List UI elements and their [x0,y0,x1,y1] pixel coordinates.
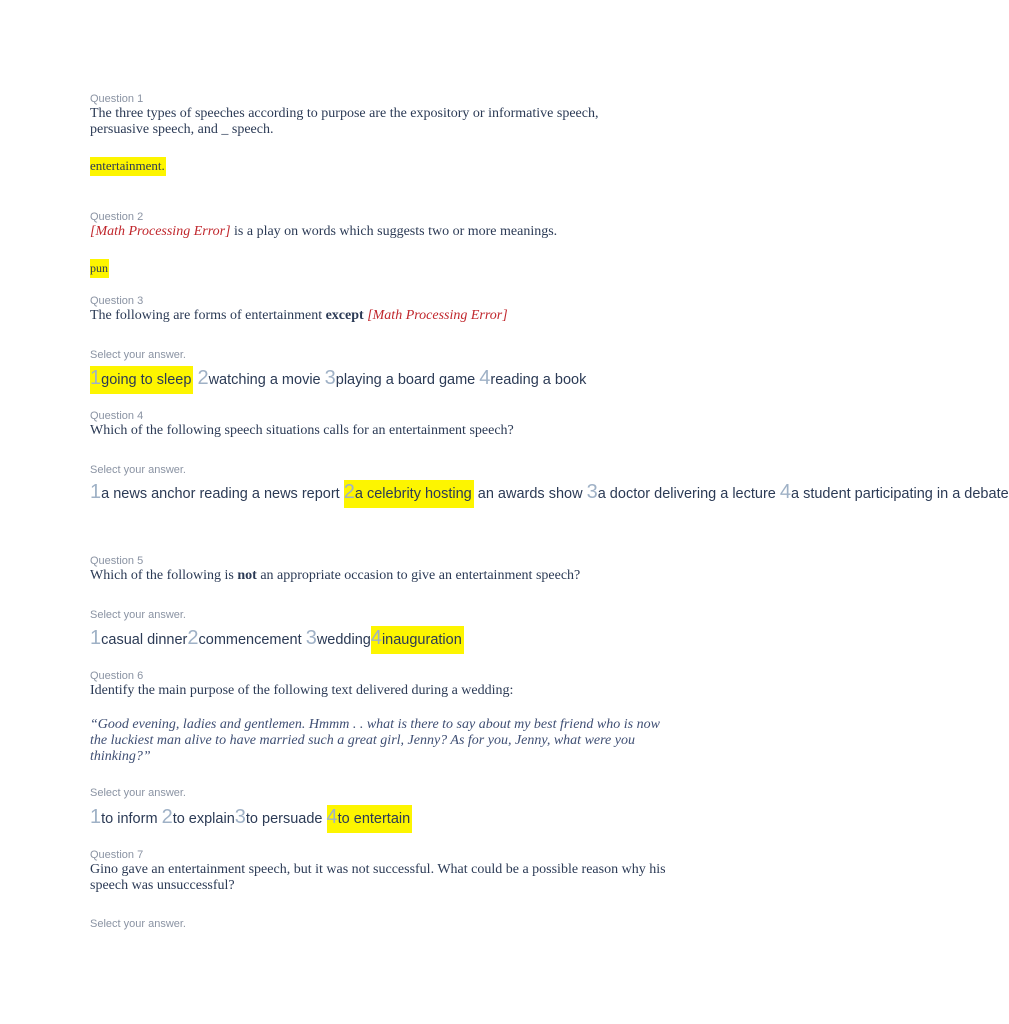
select-answer-label [90,605,690,623]
answer-option-4[interactable] [779,481,1009,503]
question-text: Which of the following speech situations calls for an entertainment speech? [90,423,514,438]
question-label: Question 3 [90,295,144,307]
select-answer-label [90,783,690,801]
option-text: watching a movie [208,372,325,388]
answer-options [90,363,690,395]
option-number: 4 [326,806,338,828]
option-text: to entertain [337,811,411,827]
option-text: reading a book [490,372,587,388]
quote-text: “Good evening, ladies and gentlemen. Hmmm . . what is there to say about my best friend who is now the luckiest man alive to have married such a great girl, Jenny? As for you, Jenny, what were you thinking?” [90,717,660,764]
question-text-start: The following are forms of entertainment [90,308,326,323]
select-label-text: Select your answer. [90,918,186,930]
option-number: 2 [343,481,355,503]
answer-block [90,259,690,278]
question-text [90,224,690,240]
question-text-start: Which of the following is [90,568,238,583]
option-number: 2 [161,806,173,828]
option-number: 4 [479,367,491,389]
option-number: 4 [370,627,382,649]
option-number: 2 [187,627,199,649]
option-number: 2 [197,367,209,389]
question-3 [90,294,690,324]
option-text: to persuade [245,811,327,827]
question-label: Question 7 [90,849,144,861]
answer-option-2[interactable] [187,627,306,649]
option-text: to inform [101,811,162,827]
option-number: 3 [324,367,336,389]
option-number: 1 [90,481,102,503]
select-label-text: Select your answer. [90,464,186,476]
answer-option-3[interactable] [586,481,780,503]
question-label: Question 4 [90,410,144,422]
question-5 [90,554,690,584]
select-answer-label [90,460,690,478]
option-number: 3 [305,627,317,649]
question-label: Question 5 [90,555,144,567]
emphasis-word: not [237,568,257,583]
option-text: going to sleep [101,372,192,388]
option-number: 3 [586,481,598,503]
question-text: The three types of speeches according to purpose are the expository or informative speech, persuasive speech, and _ speech. [90,106,599,137]
question-text-rest: is a play on words which suggests two or more meanings. [230,224,558,239]
option-text: a doctor delivering a lecture [597,486,780,502]
answer-options [90,477,1009,509]
question-6 [90,669,690,699]
select-label-text: Select your answer. [90,349,186,361]
option-text: playing a board game [335,372,480,388]
question-text: Identify the main purpose of the following text delivered during a wedding: [90,683,514,698]
option-number: 1 [90,367,102,389]
question-4 [90,409,690,439]
select-label-text: Select your answer. [90,609,186,621]
answer-option-1[interactable] [90,366,193,394]
answer-option-4[interactable] [479,367,587,389]
select-answer-label [90,914,690,932]
select-label-text: Select your answer. [90,787,186,799]
answer-option-2-continued: an awards show [473,486,587,502]
question-label: Question 2 [90,211,144,223]
question-label: Question 6 [90,670,144,682]
option-text: inauguration [381,632,462,648]
answer-option-3[interactable] [324,367,480,389]
answer-option-4[interactable] [327,805,413,833]
option-text: casual dinner [101,632,188,648]
select-answer-label [90,345,690,363]
answer-block [90,157,690,176]
highlighted-answer: pun [90,259,109,278]
option-text: wedding [316,632,371,648]
answer-option-3[interactable] [234,806,327,828]
answer-option-1[interactable] [90,481,344,503]
option-number: 3 [234,806,246,828]
answer-option-1[interactable] [90,627,188,649]
question-text: Gino gave an entertainment speech, but it was not successful. What could be a possible reason why his speech was unsuccessful? [90,862,666,893]
answer-option-1[interactable] [90,806,162,828]
option-text: commencement [198,632,306,648]
highlighted-answer: entertainment. [90,157,166,176]
question-2 [90,210,690,240]
option-number: 4 [779,481,791,503]
answer-option-4[interactable] [371,626,464,654]
option-number: 1 [90,806,102,828]
answer-options [90,802,690,834]
option-text: a student participating in a debate [791,486,1009,502]
question-text-rest: an appropriate occasion to give an entertainment speech? [256,568,581,583]
answer-option-3[interactable] [305,627,371,649]
quoted-speech [90,717,680,765]
answer-option-2[interactable] [197,367,325,389]
answer-option-2[interactable] [161,806,235,828]
question-7 [90,848,680,894]
math-processing-error: [Math Processing Error] [367,308,508,323]
answer-option-2[interactable] [344,480,474,508]
question-text [90,568,690,584]
answer-options [90,623,690,655]
math-processing-error: [Math Processing Error] [90,224,231,239]
option-text: to explain [172,811,235,827]
option-text: a celebrity hosting [354,486,472,502]
option-number: 1 [90,627,102,649]
emphasis-word: except [325,308,364,323]
question-1 [90,92,690,138]
question-label: Question 1 [90,93,144,105]
option-text: a news anchor reading a news report [101,486,344,502]
question-text [90,308,690,324]
